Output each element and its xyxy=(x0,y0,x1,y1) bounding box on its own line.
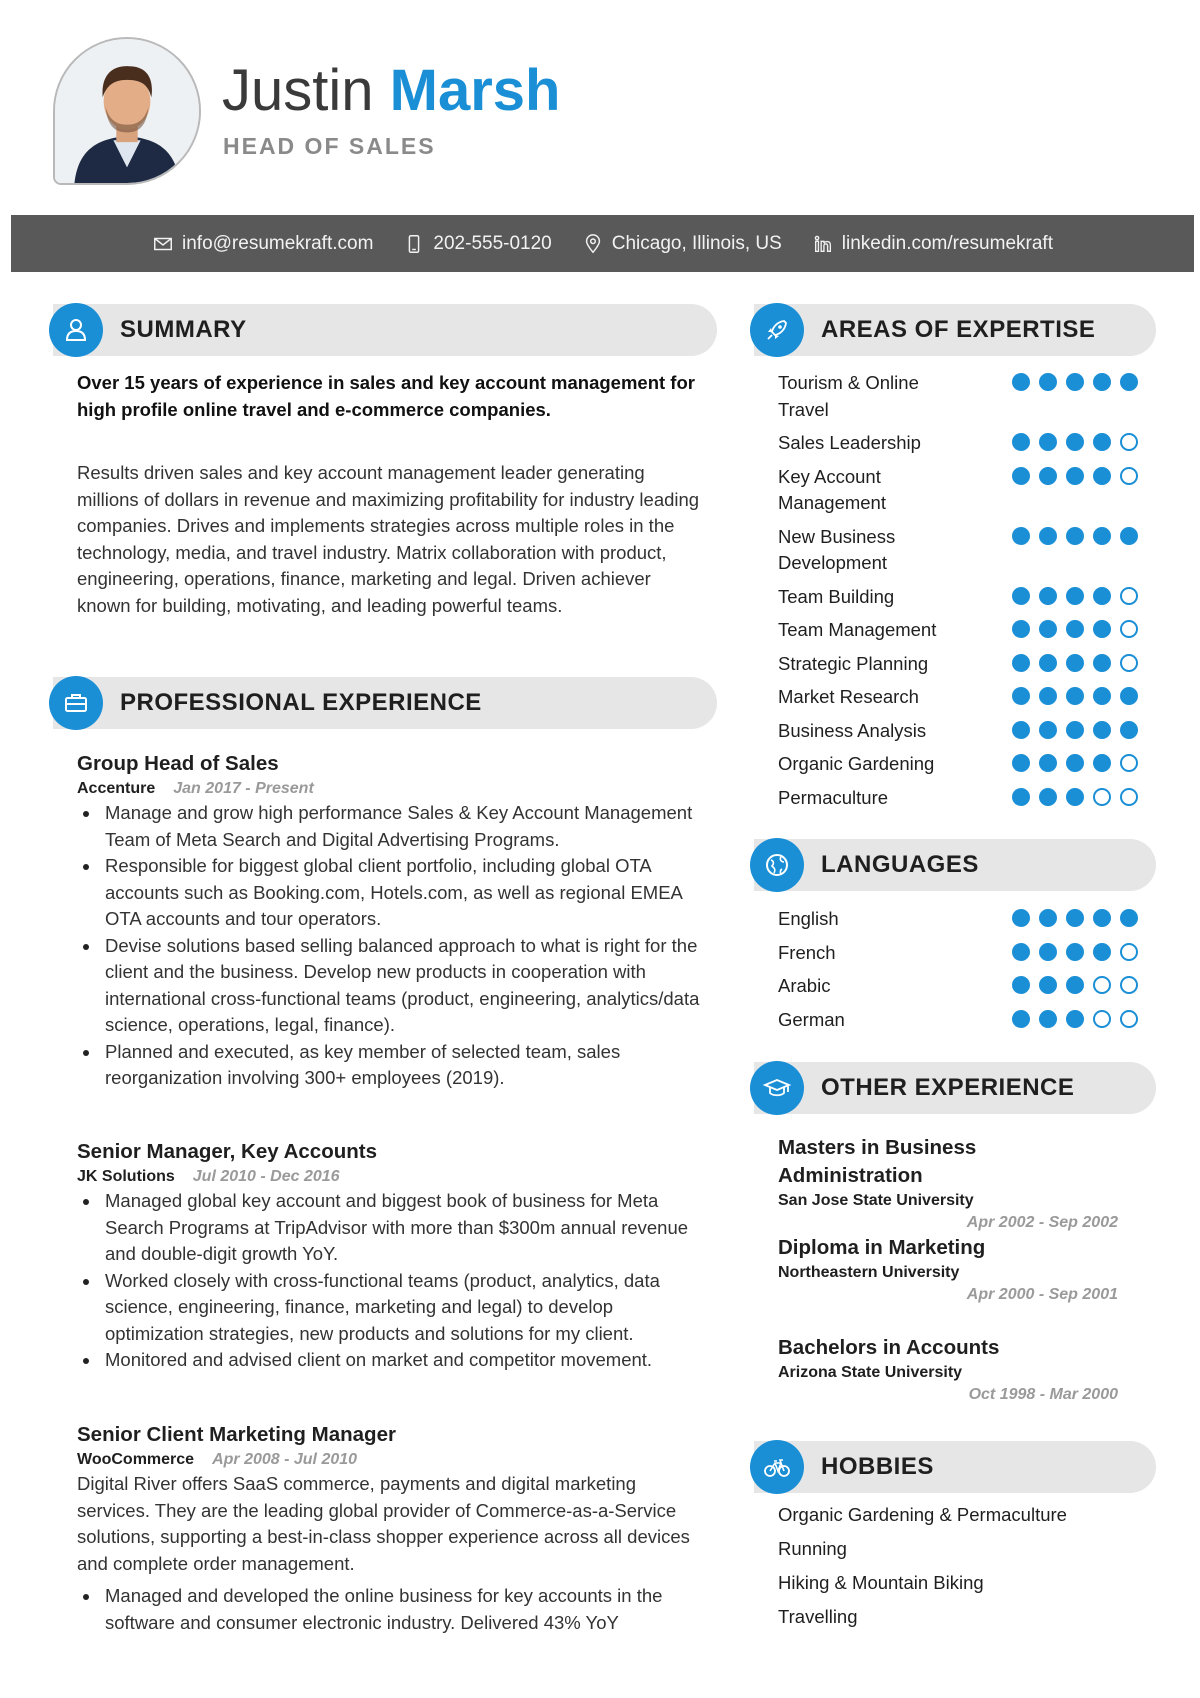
job-meta xyxy=(77,778,707,800)
map-pin-icon xyxy=(582,233,604,255)
rating-dot-filled xyxy=(1120,373,1138,391)
rating-dot-filled xyxy=(1066,754,1084,772)
candidate-name xyxy=(222,58,560,124)
rating-dots xyxy=(1012,940,1138,961)
skill-name: Tourism & Online Travel xyxy=(778,372,919,420)
language-item xyxy=(778,906,1138,933)
section-title: LANGUAGES xyxy=(821,851,979,878)
skill-name: English xyxy=(778,908,839,929)
rating-dot-filled xyxy=(1066,467,1084,485)
job-entry xyxy=(77,750,707,1092)
education-entry xyxy=(778,1334,1118,1406)
rating-dot-filled xyxy=(1039,620,1057,638)
education-entry xyxy=(778,1234,1118,1306)
languages-section-header xyxy=(750,838,1156,892)
rating-dot-filled xyxy=(1066,721,1084,739)
rating-dot-filled xyxy=(1039,909,1057,927)
rating-dots xyxy=(1012,1007,1138,1028)
rating-dot-filled xyxy=(1012,909,1030,927)
job-company: Accenture xyxy=(77,780,156,797)
job-dates: Jan 2017 - Present xyxy=(173,780,314,797)
contact-linkedin[interactable] xyxy=(812,233,1053,255)
expertise-item xyxy=(778,464,1138,517)
school-name: Arizona State University xyxy=(778,1364,963,1381)
hobbies-list xyxy=(778,1498,1138,1634)
rating-dot-empty xyxy=(1120,620,1138,638)
expertise-item xyxy=(778,370,1138,423)
last-name: Marsh xyxy=(389,58,561,123)
education-entry xyxy=(778,1134,1118,1234)
school-name: San Jose State University xyxy=(778,1192,974,1209)
rating-dot-filled xyxy=(1039,527,1057,545)
rating-dot-filled xyxy=(1066,687,1084,705)
job-role: Senior Client Marketing Manager xyxy=(77,1423,396,1446)
skill-name: Team Building xyxy=(778,585,895,607)
rating-dots xyxy=(1012,751,1138,772)
rating-dot-empty xyxy=(1120,467,1138,485)
person-portrait-icon xyxy=(55,39,199,183)
job-entry xyxy=(77,1421,707,1636)
job-bullet: Manage and grow high performance Sales & Key Account Management Team of Meta Search and Digital Advertising Programs. xyxy=(77,800,707,853)
job-company: JK Solutions xyxy=(77,1168,175,1185)
rating-dot-filled xyxy=(1012,527,1030,545)
skill-name: Sales Leadership xyxy=(778,432,921,453)
job-bullet: Managed and developed the online business for key accounts in the software and consumer electronic industry. Delivered 43% YoY xyxy=(77,1583,707,1636)
rating-dot-filled xyxy=(1093,433,1111,451)
rating-dot-filled xyxy=(1039,433,1057,451)
user-icon xyxy=(61,315,91,345)
hobby-item: Organic Gardening & Permaculture xyxy=(778,1504,1067,1525)
location-text: Chicago, Illinois, US xyxy=(611,232,782,254)
languages-list xyxy=(778,906,1138,1040)
job-bullet: Responsible for biggest global client portfolio, including global OTA accounts such as Booking.com, Hotels.com, as well as regional EMEA OTA accounts and tour operators. xyxy=(77,853,707,933)
rating-dot-filled xyxy=(1066,788,1084,806)
expertise-list xyxy=(778,370,1138,818)
rating-dot-filled xyxy=(1066,909,1084,927)
rating-dot-filled xyxy=(1066,527,1084,545)
rating-dots xyxy=(1012,651,1138,672)
rating-dot-filled xyxy=(1012,433,1030,451)
first-name: Justin xyxy=(222,58,374,123)
rating-dots xyxy=(1012,973,1138,994)
education-dates: Oct 1998 - Mar 2000 xyxy=(968,1386,1118,1403)
skill-name: New Business Development xyxy=(778,525,896,573)
envelope-icon xyxy=(152,233,174,255)
rating-dot-empty xyxy=(1120,433,1138,451)
job-meta xyxy=(77,1166,707,1188)
expertise-item xyxy=(778,584,1138,611)
rating-dot-filled xyxy=(1066,943,1084,961)
experience-section-header xyxy=(49,676,717,730)
section-title: SUMMARY xyxy=(120,316,247,343)
job-meta xyxy=(77,1449,707,1471)
rating-dot-filled xyxy=(1039,467,1057,485)
section-title: OTHER EXPERIENCE xyxy=(821,1074,1075,1101)
school-name: Northeastern University xyxy=(778,1264,960,1281)
rating-dots xyxy=(1012,370,1138,391)
education-dates: Apr 2000 - Sep 2001 xyxy=(966,1286,1118,1303)
rating-dot-filled xyxy=(1012,788,1030,806)
linkedin-text: linkedin.com/resumekraft xyxy=(841,232,1053,254)
expertise-item xyxy=(778,718,1138,745)
skill-name: Organic Gardening xyxy=(778,753,935,774)
contact-bar xyxy=(11,215,1194,272)
summary-body: Results driven sales and key account management leader generating millions of dollars in revenue and maximizing profitability for industry leading companies. Drives and implements strategies across multiple roles in the technology, media, and travel industry. Matrix collaboration with product, engineering, operations, finance, marketing and legal. Driven achiever known for building, motivating, and leading powerful teams. xyxy=(77,462,700,616)
rating-dot-filled xyxy=(1039,943,1057,961)
rating-dot-filled xyxy=(1093,587,1111,605)
job-bullets xyxy=(77,800,707,1092)
skill-name: Strategic Planning xyxy=(778,652,929,674)
rating-dot-filled xyxy=(1120,721,1138,739)
rating-dot-filled xyxy=(1066,654,1084,672)
expertise-item xyxy=(778,524,1138,577)
rating-dot-filled xyxy=(1120,909,1138,927)
rating-dot-filled xyxy=(1066,620,1084,638)
job-role: Group Head of Sales xyxy=(77,752,279,775)
rating-dots xyxy=(1012,430,1138,451)
expertise-item xyxy=(778,651,1138,678)
job-bullet: Managed global key account and biggest book of business for Meta Search Programs at TripAdvisor with more than $300m annual revenue and double-digit growth YoY. xyxy=(77,1188,707,1268)
rating-dot-filled xyxy=(1012,754,1030,772)
summary-lead: Over 15 years of experience in sales and key account management for high profile online travel and e-commerce companies. xyxy=(77,372,695,420)
expertise-item xyxy=(778,684,1138,711)
rating-dots xyxy=(1012,718,1138,739)
rating-dot-filled xyxy=(1012,687,1030,705)
job-bullet: Devise solutions based selling balanced approach to what is right for the client and the business. Develop new products in cooperation with international cross-functional teams (product, engineering, analytics/data science, operations, legal, finance). xyxy=(77,933,707,1039)
rating-dot-filled xyxy=(1093,527,1111,545)
rating-dot-empty xyxy=(1120,788,1138,806)
rocket-icon xyxy=(762,315,792,345)
rating-dot-filled xyxy=(1039,587,1057,605)
rating-dot-filled xyxy=(1039,1010,1057,1028)
rating-dot-filled xyxy=(1066,373,1084,391)
rating-dot-filled xyxy=(1039,976,1057,994)
skill-name: Permaculture xyxy=(778,786,889,808)
rating-dot-filled xyxy=(1012,721,1030,739)
rating-dot-filled xyxy=(1039,654,1057,672)
rating-dot-filled xyxy=(1093,754,1111,772)
skill-name: German xyxy=(778,1008,845,1030)
degree-title: Bachelors in Accounts xyxy=(778,1336,1000,1359)
rating-dot-filled xyxy=(1039,373,1057,391)
rating-dot-filled xyxy=(1012,373,1030,391)
job-bullets xyxy=(77,1583,707,1636)
rating-dot-filled xyxy=(1093,909,1111,927)
rating-dot-filled xyxy=(1012,943,1030,961)
rating-dot-filled xyxy=(1093,620,1111,638)
rating-dot-filled xyxy=(1012,467,1030,485)
rating-dot-filled xyxy=(1012,654,1030,672)
job-dates: Jul 2010 - Dec 2016 xyxy=(192,1168,340,1185)
contact-phone[interactable] xyxy=(403,233,551,255)
expertise-item xyxy=(778,785,1138,812)
expertise-item xyxy=(778,751,1138,778)
rating-dot-filled xyxy=(1012,976,1030,994)
job-entry xyxy=(77,1138,707,1374)
hobby-item: Running xyxy=(778,1538,847,1559)
headline-title: HEAD OF SALES xyxy=(223,133,436,159)
job-bullet: Planned and executed, as key member of selected team, sales reorganization involving 300+ employees (2019). xyxy=(77,1039,707,1092)
rating-dot-empty xyxy=(1093,1010,1111,1028)
mobile-phone-icon xyxy=(403,233,425,255)
job-description: Digital River offers SaaS commerce, payments and digital marketing services. They are the leading global provider of Commerce-as-a-Service solutions, supporting a best-in-class shopper experience across all devices and complete order management. xyxy=(77,1473,690,1574)
rating-dot-filled xyxy=(1093,467,1111,485)
degree-title: Diploma in Marketing xyxy=(778,1236,986,1259)
expertise-item xyxy=(778,617,1138,644)
bicycle-icon xyxy=(762,1452,792,1482)
job-company: WooCommerce xyxy=(77,1451,195,1468)
rating-dot-filled xyxy=(1093,373,1111,391)
section-title: PROFESSIONAL EXPERIENCE xyxy=(120,689,482,716)
rating-dots xyxy=(1012,524,1138,545)
hobbies-section-header xyxy=(750,1440,1156,1494)
profile-photo xyxy=(53,37,201,185)
rating-dot-filled xyxy=(1120,527,1138,545)
language-item xyxy=(778,1007,1138,1034)
rating-dot-filled xyxy=(1120,687,1138,705)
job-bullet: Monitored and advised client on market and competitor movement. xyxy=(77,1347,707,1374)
job-bullets xyxy=(77,1188,707,1374)
rating-dot-filled xyxy=(1039,788,1057,806)
section-title: HOBBIES xyxy=(821,1453,934,1480)
rating-dot-filled xyxy=(1039,721,1057,739)
phone-text: 202-555-0120 xyxy=(433,232,552,254)
rating-dot-empty xyxy=(1120,976,1138,994)
rating-dot-empty xyxy=(1120,1010,1138,1028)
rating-dot-filled xyxy=(1093,721,1111,739)
rating-dot-empty xyxy=(1120,754,1138,772)
email-text: info@resumekraft.com xyxy=(182,232,374,254)
skill-name: Arabic xyxy=(778,975,831,996)
language-item xyxy=(778,940,1138,967)
rating-dot-filled xyxy=(1066,433,1084,451)
other-experience-section-header xyxy=(750,1061,1156,1115)
job-bullet: Worked closely with cross-functional teams (product, analytics, data science, engineering, finance, marketing and legal) to develop optimization strategies, new products and solutions for my client. xyxy=(77,1268,707,1348)
skill-name: Market Research xyxy=(778,686,919,707)
rating-dot-filled xyxy=(1093,687,1111,705)
contact-location xyxy=(582,233,782,255)
globe-icon xyxy=(762,850,792,880)
skill-name: Team Management xyxy=(778,619,937,640)
skill-name: Key Account Management xyxy=(778,465,886,513)
graduation-cap-icon xyxy=(762,1073,792,1103)
expertise-section-header xyxy=(750,303,1156,357)
rating-dots xyxy=(1012,906,1138,927)
rating-dots xyxy=(1012,684,1138,705)
rating-dot-empty xyxy=(1120,654,1138,672)
degree-title: Masters in Business Administration xyxy=(778,1136,977,1187)
rating-dots xyxy=(1012,785,1138,806)
skill-name: Business Analysis xyxy=(778,719,927,741)
rating-dot-filled xyxy=(1012,587,1030,605)
summary-section-header xyxy=(49,303,717,357)
expertise-item xyxy=(778,430,1138,457)
rating-dot-filled xyxy=(1093,654,1111,672)
job-dates: Apr 2008 - Jul 2010 xyxy=(212,1451,358,1468)
skill-name: French xyxy=(778,941,836,963)
rating-dot-filled xyxy=(1012,620,1030,638)
rating-dot-filled xyxy=(1066,587,1084,605)
rating-dot-filled xyxy=(1066,976,1084,994)
rating-dots xyxy=(1012,464,1138,485)
rating-dot-empty xyxy=(1093,788,1111,806)
rating-dot-empty xyxy=(1120,943,1138,961)
rating-dot-filled xyxy=(1039,754,1057,772)
briefcase-icon xyxy=(61,688,91,718)
job-role: Senior Manager, Key Accounts xyxy=(77,1140,377,1163)
rating-dot-empty xyxy=(1120,587,1138,605)
contact-email[interactable] xyxy=(152,233,373,255)
rating-dot-empty xyxy=(1093,976,1111,994)
language-item xyxy=(778,973,1138,1000)
linkedin-icon xyxy=(812,233,834,255)
rating-dot-filled xyxy=(1039,687,1057,705)
rating-dots xyxy=(1012,584,1138,605)
rating-dot-filled xyxy=(1093,943,1111,961)
education-dates: Apr 2002 - Sep 2002 xyxy=(966,1214,1118,1231)
rating-dot-filled xyxy=(1012,1010,1030,1028)
hobby-item: Travelling xyxy=(778,1606,858,1627)
rating-dots xyxy=(1012,617,1138,638)
section-title: AREAS OF EXPERTISE xyxy=(821,316,1096,343)
hobby-item: Hiking & Mountain Biking xyxy=(778,1572,984,1593)
rating-dot-filled xyxy=(1066,1010,1084,1028)
